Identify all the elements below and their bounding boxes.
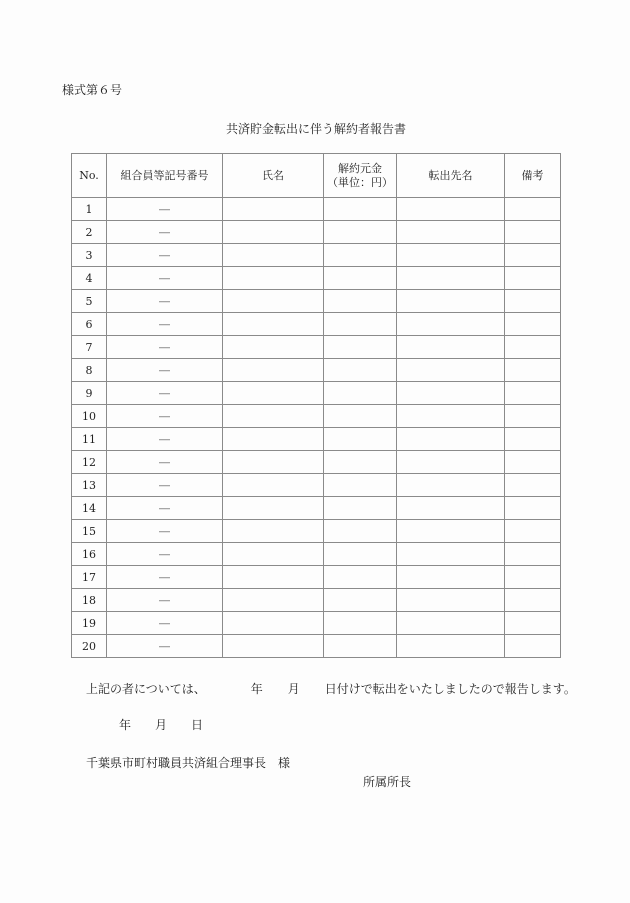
cell-remarks (505, 290, 561, 313)
cell-no: 4 (72, 267, 107, 290)
cell-name (223, 313, 324, 336)
cell-name (223, 635, 324, 658)
cell-no: 16 (72, 543, 107, 566)
header-amount (324, 154, 397, 198)
cell-no: 17 (72, 566, 107, 589)
cell-amount (324, 359, 397, 382)
table-header-row (72, 154, 561, 198)
cell-member-code: ― (107, 543, 223, 566)
cell-destination (397, 267, 505, 290)
cell-member-code: ― (107, 635, 223, 658)
table-row (72, 244, 561, 267)
cell-destination (397, 566, 505, 589)
cell-destination (397, 520, 505, 543)
table-row (72, 474, 561, 497)
cell-member-code: ― (107, 497, 223, 520)
cell-destination (397, 428, 505, 451)
cell-destination (397, 221, 505, 244)
cell-remarks (505, 428, 561, 451)
cell-name (223, 336, 324, 359)
cell-name (223, 198, 324, 221)
table-row (72, 543, 561, 566)
header-member-code: 組合員等記号番号 (107, 154, 223, 198)
cell-no: 9 (72, 382, 107, 405)
cell-member-code: ― (107, 474, 223, 497)
table-row (72, 382, 561, 405)
cell-amount (324, 474, 397, 497)
statement-month: 月 (287, 682, 300, 696)
table-row (72, 198, 561, 221)
cell-destination (397, 474, 505, 497)
cell-no: 1 (72, 198, 107, 221)
cell-destination (397, 612, 505, 635)
cell-no: 19 (72, 612, 107, 635)
cell-name (223, 428, 324, 451)
cell-amount (324, 382, 397, 405)
cell-amount (324, 589, 397, 612)
cell-no: 3 (72, 244, 107, 267)
cell-name (223, 382, 324, 405)
cell-remarks (505, 520, 561, 543)
cell-no: 2 (72, 221, 107, 244)
table-row (72, 566, 561, 589)
cell-member-code: ― (107, 520, 223, 543)
cell-no: 15 (72, 520, 107, 543)
cell-remarks (505, 612, 561, 635)
cell-destination (397, 589, 505, 612)
form-number: 様式第６号 (62, 83, 123, 97)
table-row (72, 313, 561, 336)
cell-member-code: ― (107, 589, 223, 612)
table-row (72, 221, 561, 244)
cell-remarks (505, 198, 561, 221)
cell-destination (397, 198, 505, 221)
cell-amount (324, 566, 397, 589)
cell-destination (397, 635, 505, 658)
cell-remarks (505, 497, 561, 520)
date-day: 日 (191, 718, 204, 732)
cell-member-code: ― (107, 428, 223, 451)
cell-member-code: ― (107, 382, 223, 405)
sender: 所属所長 (363, 775, 412, 789)
table-row (72, 359, 561, 382)
cell-member-code: ― (107, 267, 223, 290)
cell-name (223, 474, 324, 497)
cell-remarks (505, 635, 561, 658)
cell-remarks (505, 566, 561, 589)
header-name: 氏名 (223, 154, 324, 198)
cell-no: 14 (72, 497, 107, 520)
cell-amount (324, 313, 397, 336)
cell-name (223, 612, 324, 635)
date-month: 月 (155, 718, 168, 732)
cell-remarks (505, 382, 561, 405)
cell-amount (324, 290, 397, 313)
cell-amount (324, 451, 397, 474)
cell-destination (397, 336, 505, 359)
cell-destination (397, 290, 505, 313)
table-row (72, 520, 561, 543)
cell-destination (397, 244, 505, 267)
cell-destination (397, 313, 505, 336)
header-no: No. (72, 154, 107, 198)
cell-amount (324, 543, 397, 566)
cell-name (223, 543, 324, 566)
cell-name (223, 267, 324, 290)
addressee: 千葉県市町村職員共済組合理事長 様 (86, 756, 291, 770)
cell-no: 5 (72, 290, 107, 313)
cell-amount (324, 244, 397, 267)
cell-amount (324, 635, 397, 658)
cell-remarks (505, 244, 561, 267)
cell-name (223, 221, 324, 244)
cell-no: 18 (72, 589, 107, 612)
cell-name (223, 497, 324, 520)
cell-destination (397, 405, 505, 428)
cell-name (223, 589, 324, 612)
date-line (119, 716, 203, 733)
cell-destination (397, 382, 505, 405)
table-row (72, 405, 561, 428)
cell-member-code: ― (107, 336, 223, 359)
cell-name (223, 290, 324, 313)
cell-no: 13 (72, 474, 107, 497)
cell-remarks (505, 336, 561, 359)
table-row (72, 290, 561, 313)
cell-amount (324, 497, 397, 520)
cell-member-code: ― (107, 290, 223, 313)
table-row (72, 589, 561, 612)
header-amount-unit: （単位：円） (327, 175, 393, 189)
cell-member-code: ― (107, 359, 223, 382)
cell-destination (397, 497, 505, 520)
cell-remarks (505, 267, 561, 290)
statement-prefix: 上記の者については、 (86, 682, 206, 696)
cell-remarks (505, 221, 561, 244)
table-row (72, 497, 561, 520)
cell-destination (397, 451, 505, 474)
cell-amount (324, 405, 397, 428)
statement-text (86, 680, 576, 697)
table-row (72, 336, 561, 359)
cell-member-code: ― (107, 612, 223, 635)
table-row (72, 428, 561, 451)
cell-name (223, 451, 324, 474)
cell-member-code: ― (107, 221, 223, 244)
header-destination: 転出先名 (397, 154, 505, 198)
cell-name (223, 405, 324, 428)
cell-no: 10 (72, 405, 107, 428)
cell-remarks (505, 313, 561, 336)
cell-member-code: ― (107, 244, 223, 267)
cell-remarks (505, 359, 561, 382)
table-row (72, 635, 561, 658)
cell-amount (324, 221, 397, 244)
cell-remarks (505, 451, 561, 474)
cell-member-code: ― (107, 566, 223, 589)
header-remarks: 備考 (505, 154, 561, 198)
cell-no: 7 (72, 336, 107, 359)
cell-no: 11 (72, 428, 107, 451)
table-row (72, 612, 561, 635)
cell-no: 6 (72, 313, 107, 336)
cell-no: 12 (72, 451, 107, 474)
cell-no: 8 (72, 359, 107, 382)
cell-remarks (505, 405, 561, 428)
cell-destination (397, 543, 505, 566)
cell-name (223, 520, 324, 543)
cell-amount (324, 198, 397, 221)
cell-member-code: ― (107, 451, 223, 474)
document-title: 共済貯金転出に伴う解約者報告書 (226, 122, 407, 136)
header-amount-label: 解約元金 (338, 161, 382, 175)
cell-remarks (505, 543, 561, 566)
cell-amount (324, 612, 397, 635)
date-year: 年 (119, 718, 132, 732)
cell-amount (324, 520, 397, 543)
cell-amount (324, 267, 397, 290)
cell-remarks (505, 589, 561, 612)
cell-name (223, 244, 324, 267)
cell-member-code: ― (107, 198, 223, 221)
statement-year: 年 (250, 682, 263, 696)
cell-member-code: ― (107, 405, 223, 428)
cell-amount (324, 336, 397, 359)
table-row (72, 451, 561, 474)
cell-remarks (505, 474, 561, 497)
table-row (72, 267, 561, 290)
cell-member-code: ― (107, 313, 223, 336)
cell-name (223, 359, 324, 382)
cell-destination (397, 359, 505, 382)
report-table (71, 153, 561, 658)
cell-amount (324, 428, 397, 451)
cell-name (223, 566, 324, 589)
statement-suffix: 日付けで転出をいたしましたので報告します。 (324, 682, 576, 696)
cell-no: 20 (72, 635, 107, 658)
